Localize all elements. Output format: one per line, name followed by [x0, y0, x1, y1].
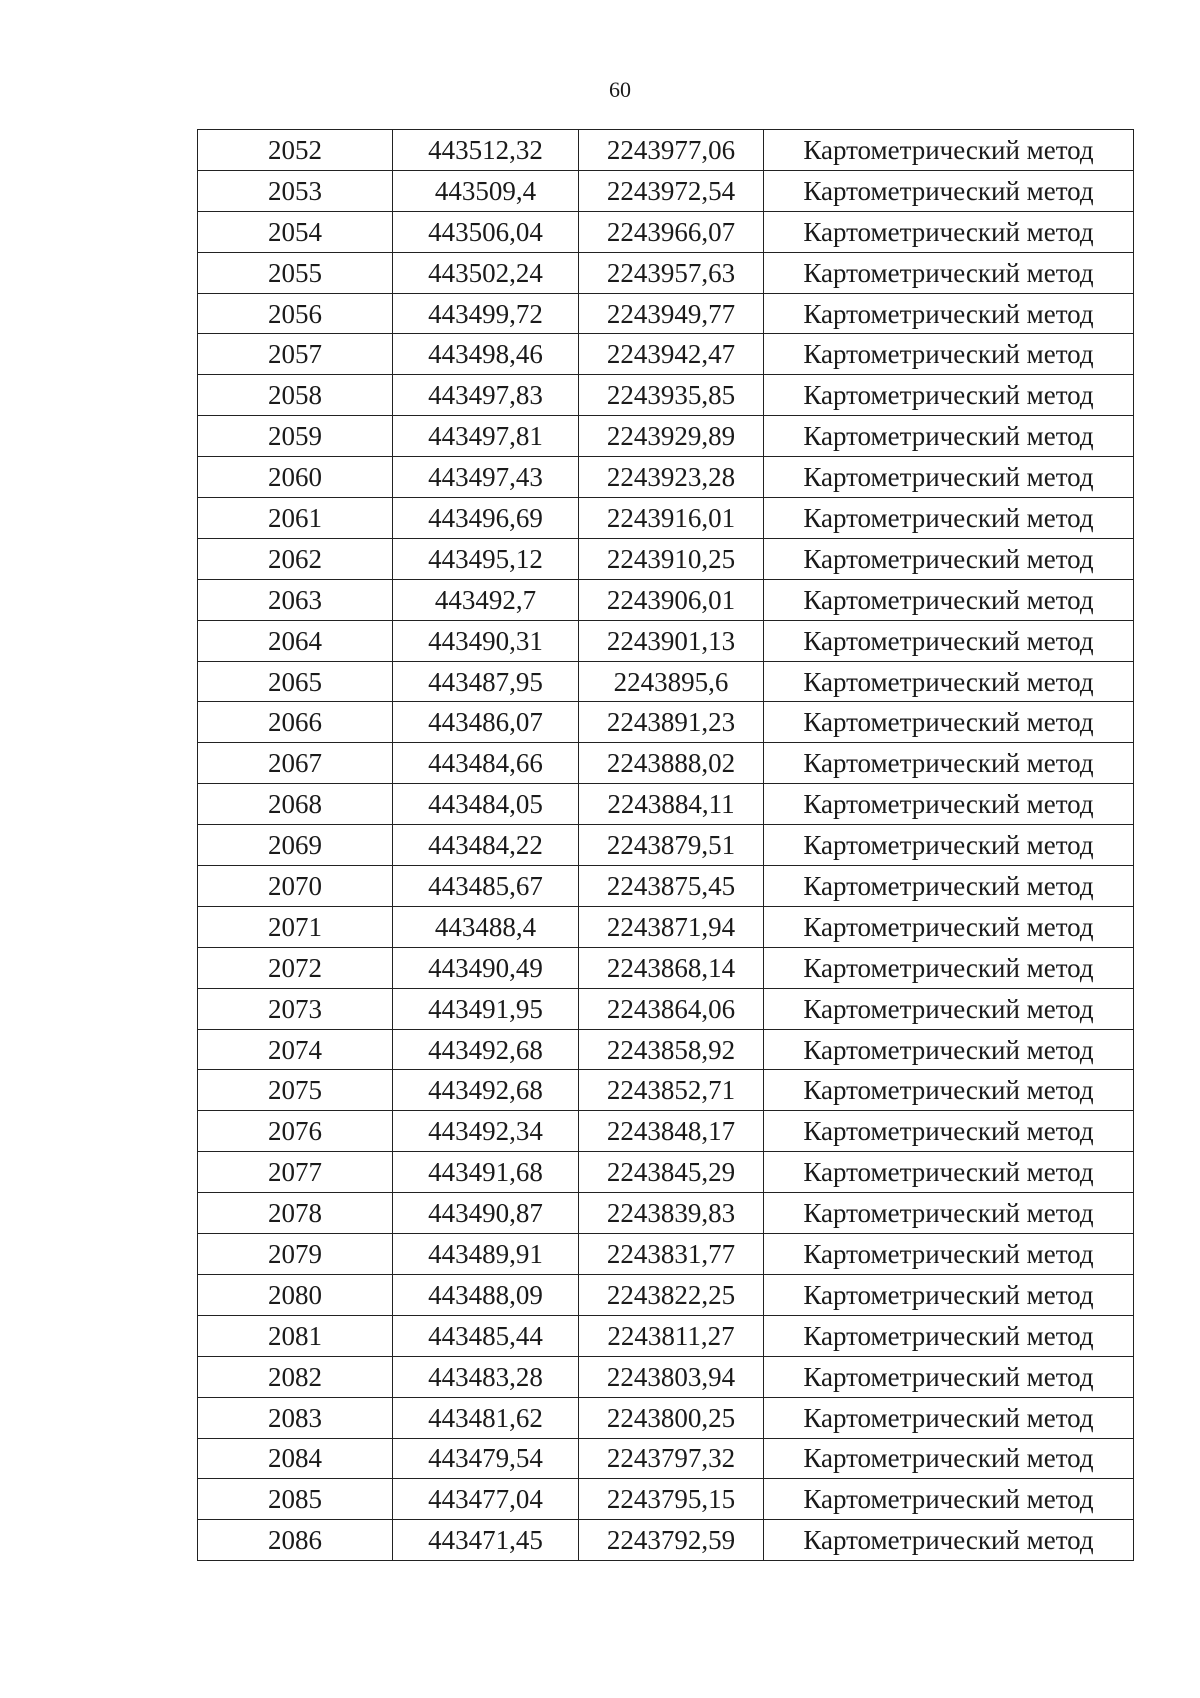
x-coordinate-cell: 443489,91 [393, 1234, 579, 1275]
x-coordinate-cell: 443490,49 [393, 947, 579, 988]
point-number-cell: 2072 [198, 947, 393, 988]
method-cell: Картометрический метод [764, 1520, 1134, 1561]
x-coordinate-cell: 443488,4 [393, 906, 579, 947]
method-cell: Картометрический метод [764, 579, 1134, 620]
method-cell: Картометрический метод [764, 538, 1134, 579]
x-coordinate-cell: 443499,72 [393, 293, 579, 334]
x-coordinate-cell: 443496,69 [393, 498, 579, 539]
point-number-cell: 2061 [198, 498, 393, 539]
method-cell: Картометрический метод [764, 1315, 1134, 1356]
y-coordinate-cell: 2243868,14 [579, 947, 764, 988]
point-number-cell: 2065 [198, 661, 393, 702]
x-coordinate-cell: 443492,34 [393, 1111, 579, 1152]
table-row [198, 579, 1134, 620]
y-coordinate-cell: 2243797,32 [579, 1438, 764, 1479]
x-coordinate-cell: 443484,22 [393, 825, 579, 866]
method-cell: Картометрический метод [764, 947, 1134, 988]
point-number-cell: 2058 [198, 375, 393, 416]
point-number-cell: 2056 [198, 293, 393, 334]
point-number-cell: 2080 [198, 1274, 393, 1315]
y-coordinate-cell: 2243879,51 [579, 825, 764, 866]
coordinates-table [197, 129, 1134, 1561]
table-row [198, 1438, 1134, 1479]
table-row [198, 988, 1134, 1029]
table-row [198, 1479, 1134, 1520]
table-row [198, 1520, 1134, 1561]
point-number-cell: 2077 [198, 1152, 393, 1193]
point-number-cell: 2052 [198, 130, 393, 171]
y-coordinate-cell: 2243935,85 [579, 375, 764, 416]
x-coordinate-cell: 443484,05 [393, 784, 579, 825]
method-cell: Картометрический метод [764, 906, 1134, 947]
point-number-cell: 2071 [198, 906, 393, 947]
method-cell: Картометрический метод [764, 743, 1134, 784]
y-coordinate-cell: 2243910,25 [579, 538, 764, 579]
method-cell: Картометрический метод [764, 1111, 1134, 1152]
table-row [198, 334, 1134, 375]
method-cell: Картометрический метод [764, 825, 1134, 866]
method-cell: Картометрический метод [764, 784, 1134, 825]
method-cell: Картометрический метод [764, 1234, 1134, 1275]
method-cell: Картометрический метод [764, 866, 1134, 907]
method-cell: Картометрический метод [764, 1438, 1134, 1479]
y-coordinate-cell: 2243839,83 [579, 1193, 764, 1234]
point-number-cell: 2054 [198, 211, 393, 252]
method-cell: Картометрический метод [764, 620, 1134, 661]
method-cell: Картометрический метод [764, 1479, 1134, 1520]
point-number-cell: 2073 [198, 988, 393, 1029]
method-cell: Картометрический метод [764, 1029, 1134, 1070]
x-coordinate-cell: 443483,28 [393, 1356, 579, 1397]
method-cell: Картометрический метод [764, 1193, 1134, 1234]
point-number-cell: 2068 [198, 784, 393, 825]
x-coordinate-cell: 443502,24 [393, 252, 579, 293]
method-cell: Картометрический метод [764, 416, 1134, 457]
point-number-cell: 2064 [198, 620, 393, 661]
table-row [198, 1397, 1134, 1438]
table-row [198, 1315, 1134, 1356]
method-cell: Картометрический метод [764, 252, 1134, 293]
method-cell: Картометрический метод [764, 170, 1134, 211]
table-row [198, 538, 1134, 579]
point-number-cell: 2069 [198, 825, 393, 866]
y-coordinate-cell: 2243901,13 [579, 620, 764, 661]
method-cell: Картометрический метод [764, 498, 1134, 539]
table-row [198, 416, 1134, 457]
y-coordinate-cell: 2243891,23 [579, 702, 764, 743]
table-row [198, 906, 1134, 947]
x-coordinate-cell: 443491,95 [393, 988, 579, 1029]
method-cell: Картометрический метод [764, 130, 1134, 171]
x-coordinate-cell: 443488,09 [393, 1274, 579, 1315]
y-coordinate-cell: 2243884,11 [579, 784, 764, 825]
y-coordinate-cell: 2243792,59 [579, 1520, 764, 1561]
table-row [198, 211, 1134, 252]
point-number-cell: 2067 [198, 743, 393, 784]
coordinates-table-body [198, 130, 1134, 1561]
y-coordinate-cell: 2243888,02 [579, 743, 764, 784]
point-number-cell: 2076 [198, 1111, 393, 1152]
method-cell: Картометрический метод [764, 334, 1134, 375]
table-row [198, 661, 1134, 702]
point-number-cell: 2057 [198, 334, 393, 375]
x-coordinate-cell: 443490,31 [393, 620, 579, 661]
table-row [198, 784, 1134, 825]
point-number-cell: 2062 [198, 538, 393, 579]
table-row [198, 1234, 1134, 1275]
method-cell: Картометрический метод [764, 988, 1134, 1029]
table-row [198, 1152, 1134, 1193]
point-number-cell: 2083 [198, 1397, 393, 1438]
y-coordinate-cell: 2243803,94 [579, 1356, 764, 1397]
point-number-cell: 2081 [198, 1315, 393, 1356]
x-coordinate-cell: 443498,46 [393, 334, 579, 375]
point-number-cell: 2060 [198, 457, 393, 498]
x-coordinate-cell: 443497,83 [393, 375, 579, 416]
x-coordinate-cell: 443485,67 [393, 866, 579, 907]
table-row [198, 293, 1134, 334]
table-row [198, 1111, 1134, 1152]
method-cell: Картометрический метод [764, 293, 1134, 334]
point-number-cell: 2079 [198, 1234, 393, 1275]
x-coordinate-cell: 443492,68 [393, 1070, 579, 1111]
x-coordinate-cell: 443477,04 [393, 1479, 579, 1520]
y-coordinate-cell: 2243858,92 [579, 1029, 764, 1070]
y-coordinate-cell: 2243895,6 [579, 661, 764, 702]
y-coordinate-cell: 2243864,06 [579, 988, 764, 1029]
y-coordinate-cell: 2243972,54 [579, 170, 764, 211]
point-number-cell: 2082 [198, 1356, 393, 1397]
table-row [198, 1193, 1134, 1234]
x-coordinate-cell: 443497,81 [393, 416, 579, 457]
x-coordinate-cell: 443490,87 [393, 1193, 579, 1234]
table-row [198, 620, 1134, 661]
method-cell: Картометрический метод [764, 661, 1134, 702]
x-coordinate-cell: 443491,68 [393, 1152, 579, 1193]
point-number-cell: 2084 [198, 1438, 393, 1479]
point-number-cell: 2053 [198, 170, 393, 211]
y-coordinate-cell: 2243800,25 [579, 1397, 764, 1438]
y-coordinate-cell: 2243845,29 [579, 1152, 764, 1193]
x-coordinate-cell: 443506,04 [393, 211, 579, 252]
x-coordinate-cell: 443492,7 [393, 579, 579, 620]
x-coordinate-cell: 443487,95 [393, 661, 579, 702]
method-cell: Картометрический метод [764, 211, 1134, 252]
y-coordinate-cell: 2243977,06 [579, 130, 764, 171]
table-row [198, 1356, 1134, 1397]
x-coordinate-cell: 443492,68 [393, 1029, 579, 1070]
y-coordinate-cell: 2243831,77 [579, 1234, 764, 1275]
y-coordinate-cell: 2243871,94 [579, 906, 764, 947]
x-coordinate-cell: 443497,43 [393, 457, 579, 498]
x-coordinate-cell: 443512,32 [393, 130, 579, 171]
x-coordinate-cell: 443495,12 [393, 538, 579, 579]
y-coordinate-cell: 2243949,77 [579, 293, 764, 334]
method-cell: Картометрический метод [764, 457, 1134, 498]
y-coordinate-cell: 2243822,25 [579, 1274, 764, 1315]
y-coordinate-cell: 2243875,45 [579, 866, 764, 907]
table-row [198, 702, 1134, 743]
x-coordinate-cell: 443479,54 [393, 1438, 579, 1479]
point-number-cell: 2055 [198, 252, 393, 293]
point-number-cell: 2070 [198, 866, 393, 907]
y-coordinate-cell: 2243929,89 [579, 416, 764, 457]
page-number: 60 [609, 77, 631, 102]
table-row [198, 947, 1134, 988]
method-cell: Картометрический метод [764, 1152, 1134, 1193]
table-row [198, 170, 1134, 211]
x-coordinate-cell: 443485,44 [393, 1315, 579, 1356]
table-row [198, 825, 1134, 866]
point-number-cell: 2059 [198, 416, 393, 457]
point-number-cell: 2085 [198, 1479, 393, 1520]
table-row [198, 1070, 1134, 1111]
table-row [198, 743, 1134, 784]
y-coordinate-cell: 2243942,47 [579, 334, 764, 375]
y-coordinate-cell: 2243906,01 [579, 579, 764, 620]
x-coordinate-cell: 443486,07 [393, 702, 579, 743]
table-row [198, 252, 1134, 293]
table-row [198, 130, 1134, 171]
table-row [198, 375, 1134, 416]
point-number-cell: 2078 [198, 1193, 393, 1234]
y-coordinate-cell: 2243848,17 [579, 1111, 764, 1152]
y-coordinate-cell: 2243852,71 [579, 1070, 764, 1111]
method-cell: Картометрический метод [764, 1397, 1134, 1438]
table-row [198, 866, 1134, 907]
y-coordinate-cell: 2243795,15 [579, 1479, 764, 1520]
table-row [198, 498, 1134, 539]
x-coordinate-cell: 443481,62 [393, 1397, 579, 1438]
point-number-cell: 2063 [198, 579, 393, 620]
table-row [198, 457, 1134, 498]
y-coordinate-cell: 2243923,28 [579, 457, 764, 498]
table-row [198, 1274, 1134, 1315]
y-coordinate-cell: 2243811,27 [579, 1315, 764, 1356]
method-cell: Картометрический метод [764, 375, 1134, 416]
point-number-cell: 2086 [198, 1520, 393, 1561]
point-number-cell: 2066 [198, 702, 393, 743]
table-row [198, 1029, 1134, 1070]
y-coordinate-cell: 2243966,07 [579, 211, 764, 252]
method-cell: Картометрический метод [764, 1070, 1134, 1111]
point-number-cell: 2075 [198, 1070, 393, 1111]
x-coordinate-cell: 443484,66 [393, 743, 579, 784]
x-coordinate-cell: 443509,4 [393, 170, 579, 211]
y-coordinate-cell: 2243957,63 [579, 252, 764, 293]
method-cell: Картометрический метод [764, 1356, 1134, 1397]
y-coordinate-cell: 2243916,01 [579, 498, 764, 539]
method-cell: Картометрический метод [764, 702, 1134, 743]
point-number-cell: 2074 [198, 1029, 393, 1070]
method-cell: Картометрический метод [764, 1274, 1134, 1315]
x-coordinate-cell: 443471,45 [393, 1520, 579, 1561]
